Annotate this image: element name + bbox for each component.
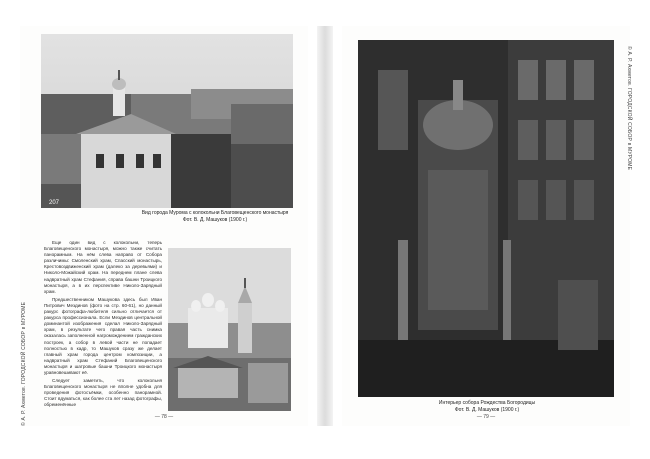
caption-photographer: Фот. В. Д. Машуков (1900 г.) bbox=[454, 406, 520, 413]
photo-iconostasis bbox=[358, 40, 614, 397]
photo-iconostasis-caption bbox=[382, 400, 592, 413]
left-page bbox=[20, 26, 308, 426]
page-number-right: — 79 — bbox=[476, 414, 496, 420]
photo-city-view bbox=[41, 34, 293, 208]
paragraph: Предшественником Машукова здесь был Иван Питрович Мездинов (фото на стр. 60-61), но данный ракурс фотографа-любителя сильно отличается от ракурса профессионала. Если Мездинов центральной доминантой изображения сделал Николо-Зарядный храм, в результате чего правая часть снимка оказалась заполненной нагромождением гражданских построек, а собор в левой части не попадает полностью в кадр, то Машуков сразу же делает главный храм города центром композиции, а надвратный храм Стефаний Благовещенского монастыря и шатровые башни Троицкого монастыря уравновешивают её. bbox=[44, 296, 162, 375]
paragraph: Еще один вид с колокольни, теперь Благовещенского монастыря, можно также считать панорамным. На нём слева направо от Собора различимы: Смоленский храм, Спасский монастырь, Крестовоздвиженский храм (далеко за деревьями) и Николо-Можайский храм. На переднем плане слева надвратный храм Стефания, справа башни Троицкого монастыря, а в их перспективе Николо-Зарядный храм. bbox=[44, 240, 162, 294]
caption-photographer: Фот. В. Д. Машуков (1900 г.) bbox=[182, 216, 248, 223]
right-page bbox=[342, 26, 630, 426]
svg-text:207: 207 bbox=[49, 200, 60, 206]
page-number-left: — 78 — bbox=[154, 414, 174, 420]
caption-title: Вид города Мурома с колокольни Благовещенского монастыря bbox=[141, 210, 289, 216]
caption-title: Интерьер собора Рождества Богородицы bbox=[438, 400, 536, 406]
photo-city-caption bbox=[130, 210, 300, 223]
photo-cathedral-view bbox=[168, 248, 291, 411]
paragraph: Следует заметить, что колокольня Благовещенского монастыря не вполне удобна для проведения фотосъёмки, особенно панорамной. Стоит вдуматься, как более ста лет назад фотографы, обременённые bbox=[44, 378, 162, 408]
running-head-left: © А. Р. Ахметов. ГОРОДСКОЙ СОБОР в МУРОМЕ bbox=[21, 301, 27, 426]
article-text bbox=[44, 240, 162, 411]
book-spine bbox=[317, 26, 333, 426]
running-head-right: © А. Р. Ахметов. ГОРОДСКОЙ СОБОР в МУРОМЕ bbox=[626, 46, 632, 171]
